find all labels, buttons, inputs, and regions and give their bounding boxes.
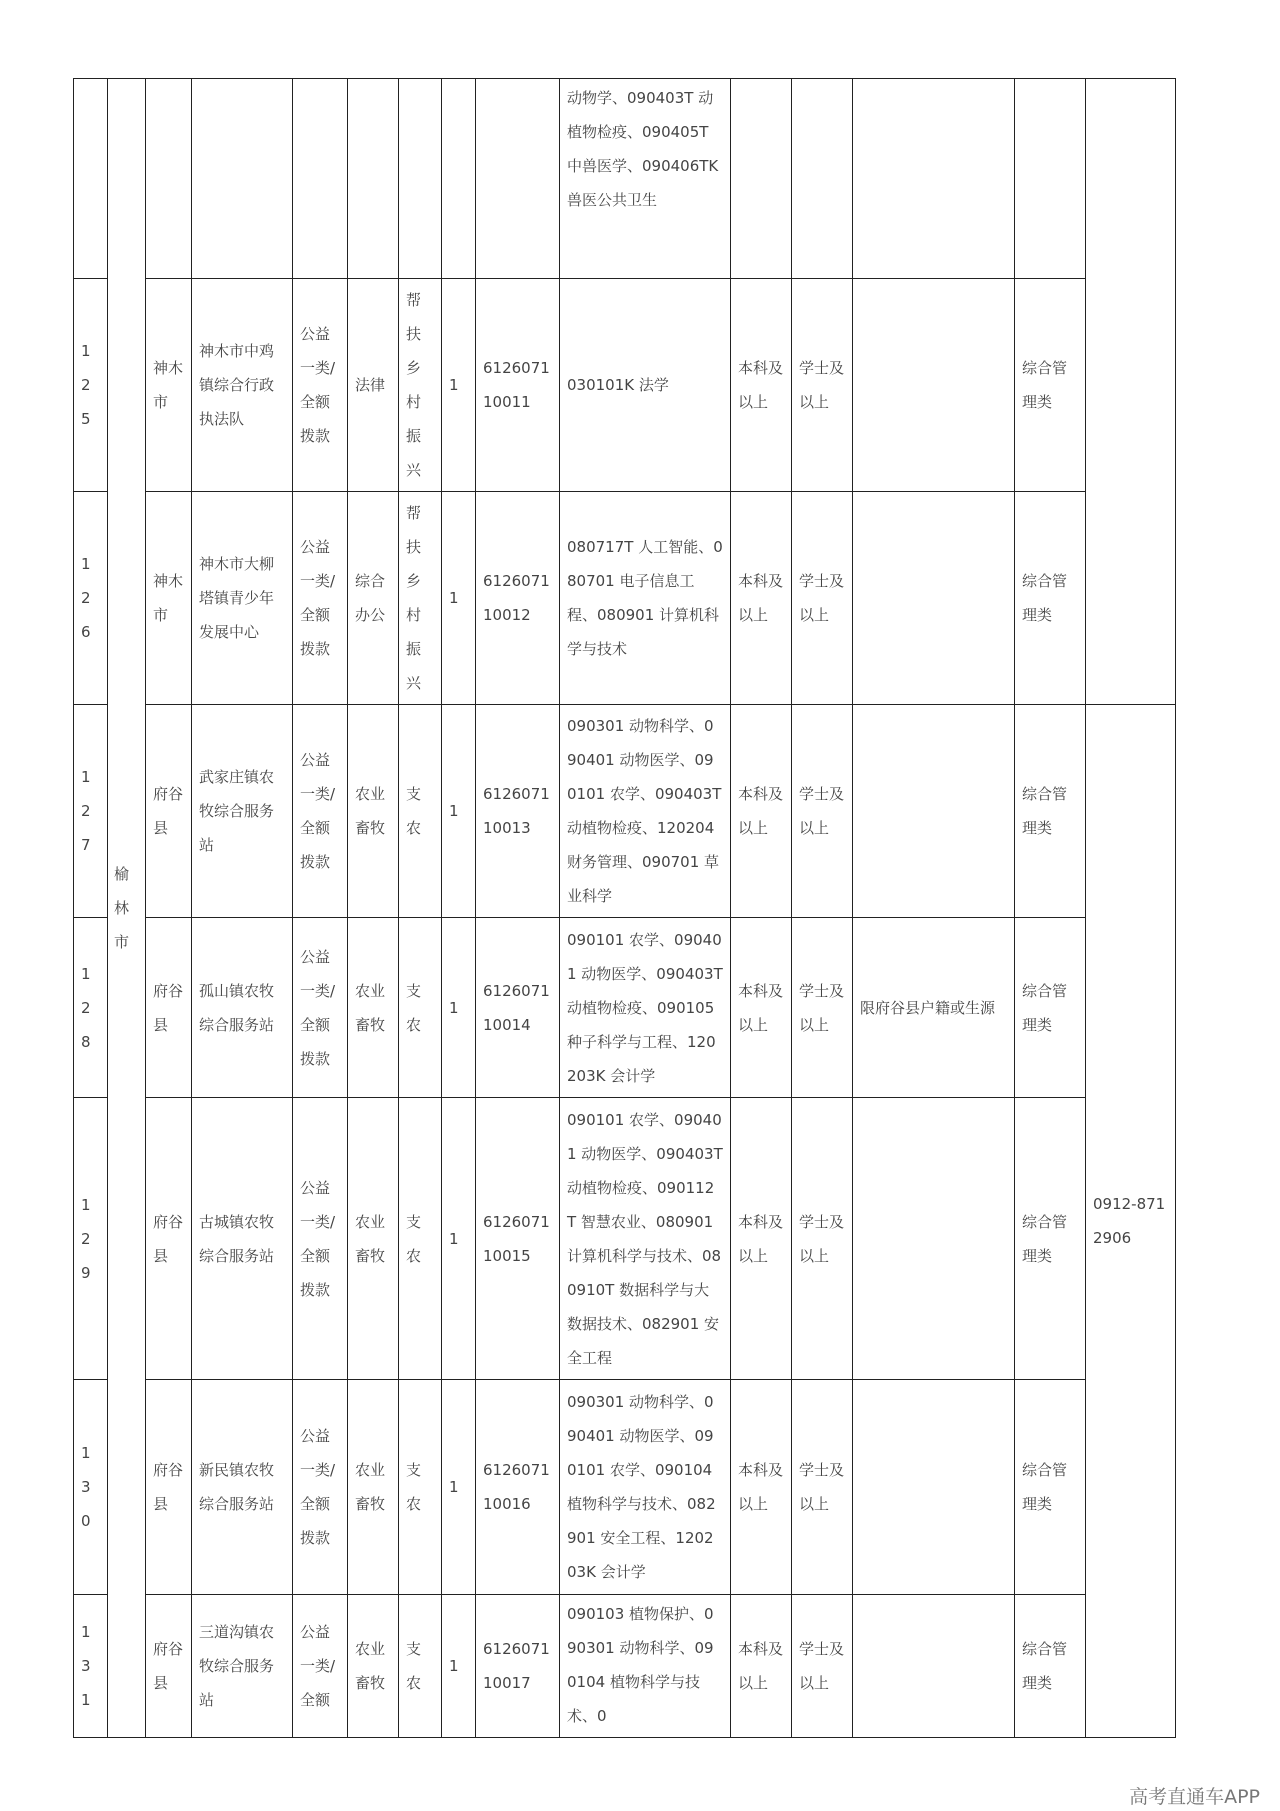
code-cell: 612607110014 [476,918,560,1098]
degree-cell: 学士及以上 [792,1380,853,1595]
county-cell: 神木市 [146,279,192,492]
funding-cell: 公益一类/全额拨款 [293,492,348,705]
education-cell: 本科及以上 [731,705,792,918]
county-cell: 府谷县 [146,1098,192,1380]
post-cell: 综合办公 [348,492,399,705]
count-cell: 1 [442,1380,476,1595]
county-cell: 府谷县 [146,918,192,1098]
project-cell: 支农 [399,1380,442,1595]
project-cell: 帮扶乡村振兴 [399,492,442,705]
project-cell: 支农 [399,918,442,1098]
funding-cell [293,79,348,279]
region-cell: 榆林市 [108,79,146,1738]
other-cell [853,1380,1015,1595]
unit-cell [192,79,293,279]
unit-cell: 三道沟镇农牧综合服务站 [192,1595,293,1738]
other-cell [853,705,1015,918]
major-cell: 动物学、090403T 动植物检疫、090405T 中兽医学、090406TK 兽医公共卫生 [560,79,731,279]
no-cell: 126 [74,492,108,705]
table-row [74,918,1176,1098]
degree-cell: 学士及以上 [792,1595,853,1738]
no-cell [74,79,108,279]
degree-cell: 学士及以上 [792,705,853,918]
county-cell [146,79,192,279]
category-cell: 综合管理类 [1015,279,1086,492]
funding-cell: 公益一类/全额拨款 [293,1380,348,1595]
post-cell: 农业畜牧 [348,1380,399,1595]
unit-cell: 古城镇农牧综合服务站 [192,1098,293,1380]
code-cell: 612607110016 [476,1380,560,1595]
watermark-text: 高考直通车APP [1129,1786,1260,1808]
county-cell: 府谷县 [146,705,192,918]
table-row [74,79,1176,279]
count-cell: 1 [442,279,476,492]
education-cell: 本科及以上 [731,279,792,492]
other-cell: 限府谷县户籍或生源 [853,918,1015,1098]
education-cell: 本科及以上 [731,1595,792,1738]
project-cell [399,79,442,279]
code-cell: 612607110015 [476,1098,560,1380]
post-cell: 法律 [348,279,399,492]
project-cell: 支农 [399,1595,442,1738]
unit-cell: 神木市大柳塔镇青少年发展中心 [192,492,293,705]
phone-cell-top [1086,79,1176,705]
category-cell: 综合管理类 [1015,492,1086,705]
major-cell: 090101 农学、090401 动物医学、090403T 动植物检疫、090112T 智慧农业、080901 计算机科学与技术、080910T 数据科学与大数据技术、082901 安全工程 [560,1098,731,1380]
table-row [74,705,1176,918]
funding-cell: 公益一类/全额 [293,1595,348,1738]
degree-cell: 学士及以上 [792,492,853,705]
count-cell: 1 [442,705,476,918]
code-cell: 612607110013 [476,705,560,918]
degree-cell: 学士及以上 [792,1098,853,1380]
education-cell: 本科及以上 [731,1098,792,1380]
other-cell [853,492,1015,705]
major-cell: 080717T 人工智能、080701 电子信息工程、080901 计算机科学与技术 [560,492,731,705]
education-cell [731,79,792,279]
phone-cell: 0912-8712906 [1086,705,1176,1738]
funding-cell: 公益一类/全额拨款 [293,279,348,492]
unit-cell: 新民镇农牧综合服务站 [192,1380,293,1595]
table-row [74,1098,1176,1380]
county-cell: 神木市 [146,492,192,705]
education-cell: 本科及以上 [731,1380,792,1595]
degree-cell: 学士及以上 [792,918,853,1098]
major-cell: 030101K 法学 [560,279,731,492]
project-cell: 支农 [399,1098,442,1380]
unit-cell: 武家庄镇农牧综合服务站 [192,705,293,918]
code-cell [476,79,560,279]
other-cell [853,279,1015,492]
county-cell: 府谷县 [146,1595,192,1738]
unit-cell: 孤山镇农牧综合服务站 [192,918,293,1098]
count-cell: 1 [442,1098,476,1380]
post-cell [348,79,399,279]
table-row [74,492,1176,705]
category-cell [1015,79,1086,279]
funding-cell: 公益一类/全额拨款 [293,1098,348,1380]
category-cell: 综合管理类 [1015,1595,1086,1738]
funding-cell: 公益一类/全额拨款 [293,918,348,1098]
post-cell: 农业畜牧 [348,918,399,1098]
post-cell: 农业畜牧 [348,1595,399,1738]
project-cell: 支农 [399,705,442,918]
education-cell: 本科及以上 [731,918,792,1098]
degree-cell [792,79,853,279]
other-cell [853,79,1015,279]
code-cell: 612607110011 [476,279,560,492]
count-cell: 1 [442,1595,476,1738]
other-cell [853,1098,1015,1380]
no-cell: 125 [74,279,108,492]
category-cell: 综合管理类 [1015,1380,1086,1595]
degree-cell: 学士及以上 [792,279,853,492]
category-cell: 综合管理类 [1015,705,1086,918]
no-cell: 129 [74,1098,108,1380]
code-cell: 612607110012 [476,492,560,705]
education-cell: 本科及以上 [731,492,792,705]
table-row [74,1595,1176,1738]
code-cell: 612607110017 [476,1595,560,1738]
funding-cell: 公益一类/全额拨款 [293,705,348,918]
county-cell: 府谷县 [146,1380,192,1595]
category-cell: 综合管理类 [1015,1098,1086,1380]
post-cell: 农业畜牧 [348,1098,399,1380]
no-cell: 131 [74,1595,108,1738]
unit-cell: 神木市中鸡镇综合行政执法队 [192,279,293,492]
job-table [73,78,1176,1738]
table-row [74,279,1176,492]
no-cell: 127 [74,705,108,918]
major-cell: 090301 动物科学、090401 动物医学、090101 农学、090104 植物科学与技术、082901 安全工程、120203K 会计学 [560,1380,731,1595]
count-cell: 1 [442,918,476,1098]
major-cell: 090301 动物科学、090401 动物医学、090101 农学、090403T 动植物检疫、120204 财务管理、090701 草业科学 [560,705,731,918]
no-cell: 128 [74,918,108,1098]
table-row [74,1380,1176,1595]
other-cell [853,1595,1015,1738]
count-cell: 1 [442,492,476,705]
post-cell: 农业畜牧 [348,705,399,918]
major-cell: 090103 植物保护、090301 动物科学、090104 植物科学与技术、0 [560,1595,731,1738]
no-cell: 130 [74,1380,108,1595]
major-cell: 090101 农学、090401 动物医学、090403T 动植物检疫、090105 种子科学与工程、120203K 会计学 [560,918,731,1098]
count-cell [442,79,476,279]
category-cell: 综合管理类 [1015,918,1086,1098]
project-cell: 帮扶乡村振兴 [399,279,442,492]
